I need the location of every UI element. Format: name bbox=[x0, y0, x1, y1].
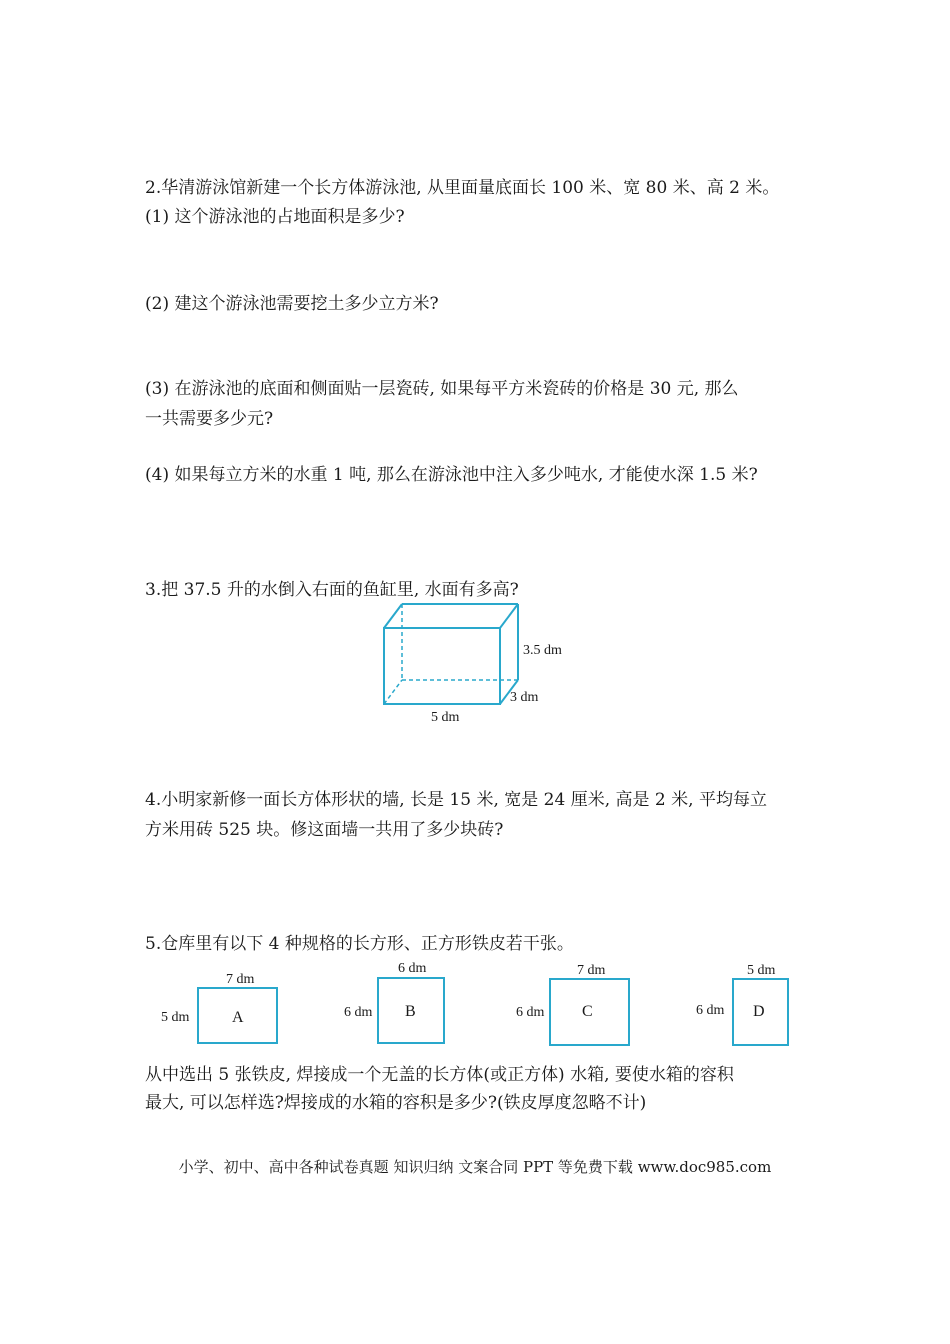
sheet-c-top-label: 7 dm bbox=[577, 963, 606, 978]
tank-hidden-depth-edge bbox=[384, 680, 402, 704]
iron-sheets-figure bbox=[150, 958, 850, 1054]
sheet-d-side-label: 6 dm bbox=[696, 1003, 725, 1018]
sheet-c-name: C bbox=[582, 1003, 593, 1020]
sheet-d-name: D bbox=[753, 1003, 765, 1020]
sheet-c-side-label: 6 dm bbox=[516, 1005, 545, 1020]
q5-task-line2: 最大, 可以怎样选?焊接成的水箱的容积是多少?(铁皮厚度忽略不计) bbox=[145, 1093, 647, 1113]
q5-stem: 5.仓库里有以下 4 种规格的长方形、正方形铁皮若干张。 bbox=[145, 934, 574, 954]
tank-height-label: 3.5 dm bbox=[523, 643, 562, 658]
q3-stem: 3.把 37.5 升的水倒入右面的鱼缸里, 水面有多高? bbox=[145, 580, 519, 600]
sheet-b-top-label: 6 dm bbox=[398, 961, 427, 976]
tank-top-right-edge bbox=[500, 604, 518, 628]
q2-part3-line1: (3) 在游泳池的底面和侧面贴一层瓷砖, 如果每平方米瓷砖的价格是 30 元, 那么 bbox=[145, 379, 739, 399]
page-footer: 小学、初中、高中各种试卷真题 知识归纳 文案合同 PPT 等免费下载 www.doc985.com bbox=[178, 1158, 772, 1176]
q4-line1: 4.小明家新修一面长方体形状的墙, 长是 15 米, 宽是 24 厘米, 高是 2 米, 平均每立 bbox=[145, 790, 767, 810]
q2-part2: (2) 建这个游泳池需要挖土多少立方米? bbox=[145, 294, 439, 314]
q4-line2: 方米用砖 525 块。修这面墙一共用了多少块砖? bbox=[145, 820, 504, 840]
sheet-b-name: B bbox=[405, 1003, 416, 1020]
q2-stem: 2.华清游泳馆新建一个长方体游泳池, 从里面量底面长 100 米、宽 80 米、高 2 米。 bbox=[145, 178, 780, 198]
tank-length-label: 5 dm bbox=[431, 710, 460, 725]
sheet-b-side-label: 6 dm bbox=[344, 1005, 373, 1020]
tank-width-label: 3 dm bbox=[510, 690, 539, 705]
q2-part1: (1) 这个游泳池的占地面积是多少? bbox=[145, 207, 405, 227]
fish-tank-figure bbox=[376, 596, 596, 728]
sheet-a-side-label: 5 dm bbox=[161, 1010, 190, 1025]
sheet-a-name: A bbox=[232, 1009, 244, 1026]
q5-task-line1: 从中选出 5 张铁皮, 焊接成一个无盖的长方体(或正方体) 水箱, 要使水箱的容积 bbox=[145, 1065, 734, 1085]
q2-part3-line2: 一共需要多少元? bbox=[145, 409, 274, 429]
tank-top-left-edge bbox=[384, 604, 402, 628]
sheet-a-top-label: 7 dm bbox=[226, 972, 255, 987]
q2-part4: (4) 如果每立方米的水重 1 吨, 那么在游泳池中注入多少吨水, 才能使水深 1.5 米? bbox=[145, 465, 758, 485]
sheet-d-top-label: 5 dm bbox=[747, 963, 776, 978]
